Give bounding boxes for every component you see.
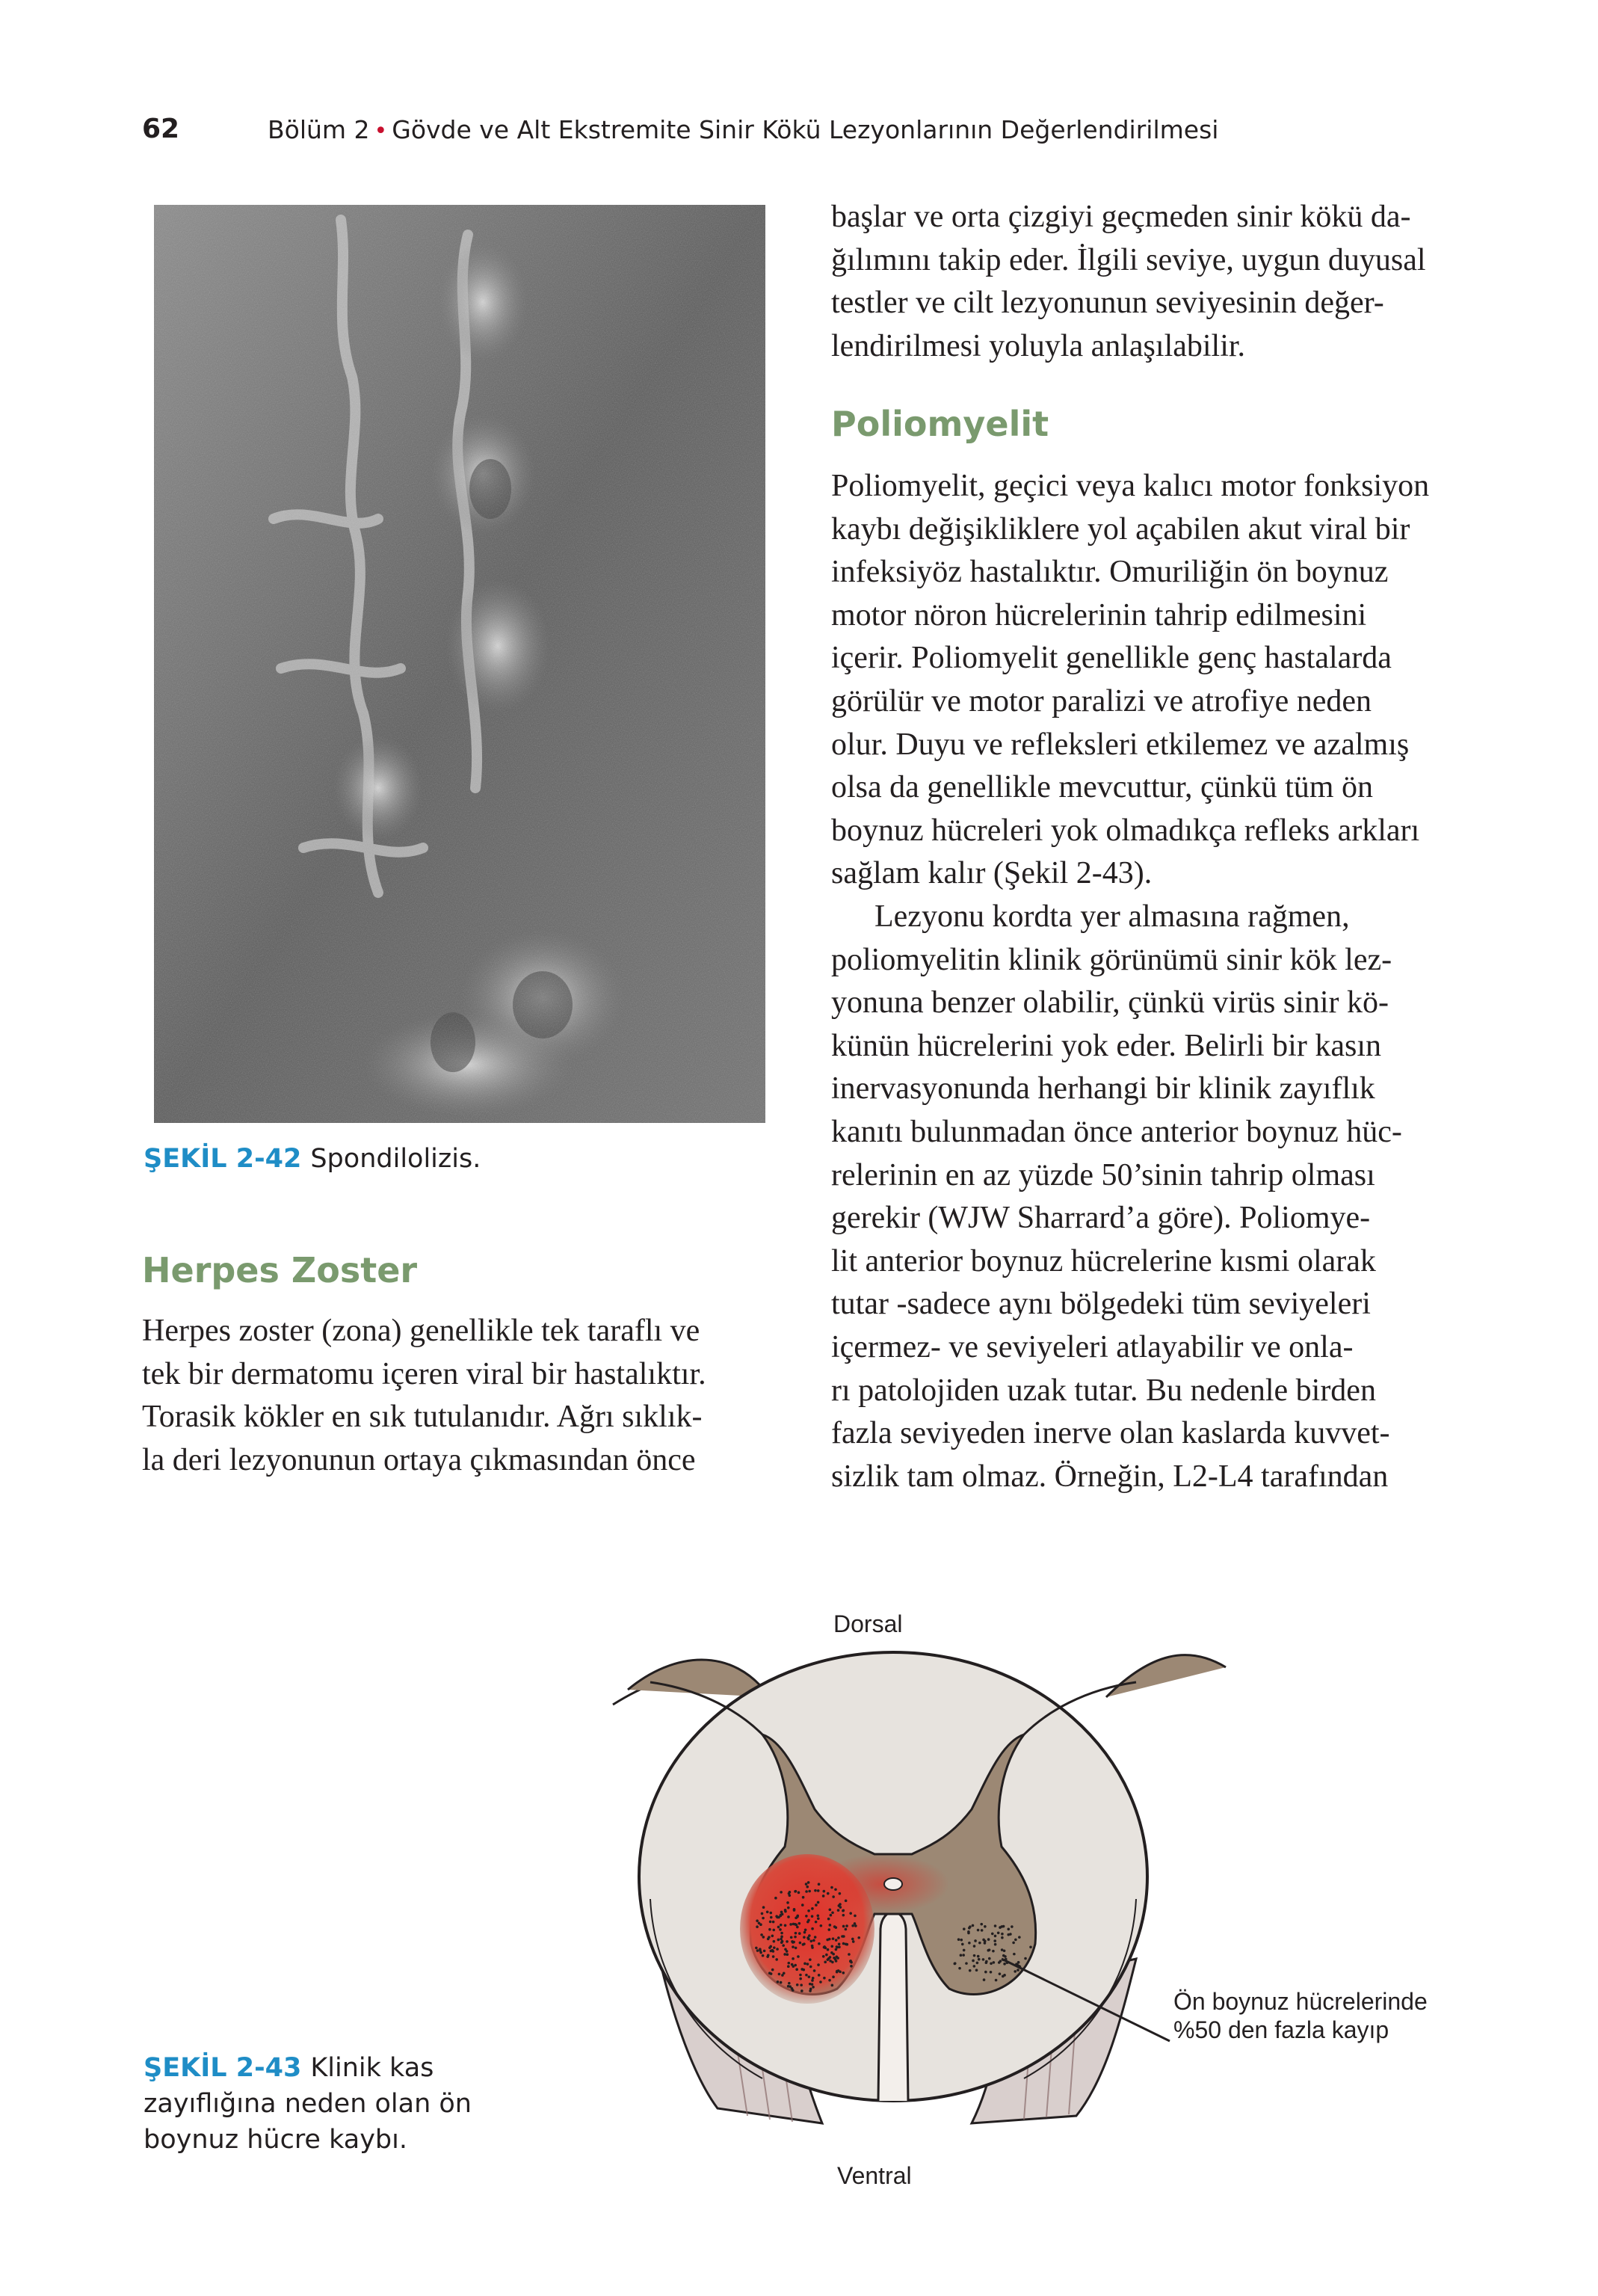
running-header xyxy=(142,114,1487,151)
text-line: içermez- ve seviyeleri atlayabilir ve onla- xyxy=(831,1329,1354,1364)
caption-text: Spondilolizis. xyxy=(310,1144,481,1174)
intro-paragraph xyxy=(831,196,1463,368)
section-heading-polio: Poliomyelit xyxy=(831,404,1049,444)
text-line: motor nöron hücrelerinin tahrip edilmesini xyxy=(831,597,1367,633)
running-head xyxy=(268,115,1218,144)
caption-line: zayıflığına neden olan ön xyxy=(144,2089,472,2119)
figure-caption-2-43 xyxy=(144,2050,502,2158)
text-line: görülür ve motor paralizi ve atrofiye neden xyxy=(831,683,1372,718)
text-line: tutar -sadece aynı bölgedeki tüm seviyeleri xyxy=(831,1287,1371,1322)
page-number: 62 xyxy=(142,114,180,144)
text-line: Torasik kökler en sık tutulanıdır. Ağrı sıklık- xyxy=(142,1400,703,1435)
polio-paragraph-2 xyxy=(831,896,1463,1498)
figure-label: ŞEKİL 2-42 xyxy=(144,1144,302,1174)
text-line: rı patolojiden uzak tutar. Bu nedenle birden xyxy=(831,1373,1376,1408)
text-line: la deri lezyonunun ortaya çıkmasından önce xyxy=(142,1442,696,1477)
caption-line: Klinik kas xyxy=(310,2053,434,2083)
polio-paragraph-1 xyxy=(831,465,1463,896)
callout-label xyxy=(1173,1987,1428,2044)
text-line: gerekir (WJW Sharrard’a göre). Poliomye- xyxy=(831,1201,1371,1236)
text-line: infeksiyöz hastalıktır. Omuriliğin ön boynuz xyxy=(831,555,1389,590)
text-line: relerinin en az yüzde 50’sinin tahrip olması xyxy=(831,1157,1375,1192)
text-line: Poliomyelit, geçici veya kalıcı motor fonksiyon xyxy=(831,469,1430,503)
herpes-paragraph xyxy=(142,1310,777,1482)
text-line: poliomyelitin klinik görünümü sinir kök lez- xyxy=(831,942,1392,977)
text-line: olur. Duyu ve refleksleri etkilemez ve azalmış xyxy=(831,727,1410,762)
text-line: kanıtı bulunmadan önce anterior boynuz hüc- xyxy=(831,1114,1402,1149)
text-line: kaybı değişikliklere yol açabilen akut viral bir xyxy=(831,511,1410,547)
text-line: boynuz hücreleri yok olmadıkça refleks arkları xyxy=(831,813,1420,848)
text-line: Herpes zoster (zona) genellikle tek taraflı ve xyxy=(142,1314,700,1348)
chapter-title: Gövde ve Alt Ekstremite Sinir Kökü Lezyonlarının Değerlendirilmesi xyxy=(392,115,1219,144)
text-line: olsa da genellikle mevcuttur, çünkü tüm ön xyxy=(831,770,1373,805)
text-line: inervasyonunda herhangi bir klinik zayıflık xyxy=(831,1071,1375,1107)
bullet-icon: • xyxy=(374,118,388,144)
callout-line-1: Ön boynuz hücrelerinde xyxy=(1173,1988,1428,2015)
text-line: sağlam kalır (Şekil 2-43). xyxy=(831,856,1153,891)
chapter-label: Bölüm 2 xyxy=(268,115,370,144)
caption-line: boynuz hücre kaybı. xyxy=(144,2125,407,2155)
figure-caption-2-42 xyxy=(144,1141,481,1177)
text-line: fazla seviyeden inerve olan kaslarda kuvvet- xyxy=(831,1416,1390,1451)
text-line: lit anterior boynuz hücrelerine kısmi olarak xyxy=(831,1243,1376,1278)
text-line: tek bir dermatomu içeren viral bir hastalıktır. xyxy=(142,1356,706,1391)
section-heading-herpes: Herpes Zoster xyxy=(142,1250,418,1290)
text-line: yonuna benzer olabilir, çünkü virüs sinir kö- xyxy=(831,985,1389,1021)
xray-image xyxy=(154,205,765,1123)
text-line: başlar ve orta çizgiyi geçmeden sinir kökü da- xyxy=(831,200,1411,234)
text-line: Lezyonu kordta yer almasına rağmen, xyxy=(874,899,1350,934)
dorsal-label: Dorsal xyxy=(833,1610,903,1637)
text-line: künün hücrelerini yok eder. Belirli bir kasın xyxy=(831,1028,1381,1063)
callout-line-2: %50 den fazla kayıp xyxy=(1173,2016,1389,2043)
text-line: testler ve cilt lezyonunun seviyesinin değer- xyxy=(831,286,1384,321)
spinal-cord-diagram xyxy=(583,1600,1525,2198)
text-line: lendirilmesi yoluyla anlaşılabilir. xyxy=(831,328,1246,363)
ventral-label: Ventral xyxy=(837,2162,912,2189)
figure-label: ŞEKİL 2-43 xyxy=(144,2053,302,2083)
text-line: sizlik tam olmaz. Örneğin, L2-L4 tarafından xyxy=(831,1459,1389,1494)
text-line: içerir. Poliomyelit genellikle genç hastalarda xyxy=(831,641,1392,676)
text-line: ğılımını takip eder. İlgili seviye, uygun duyusal xyxy=(831,242,1426,277)
